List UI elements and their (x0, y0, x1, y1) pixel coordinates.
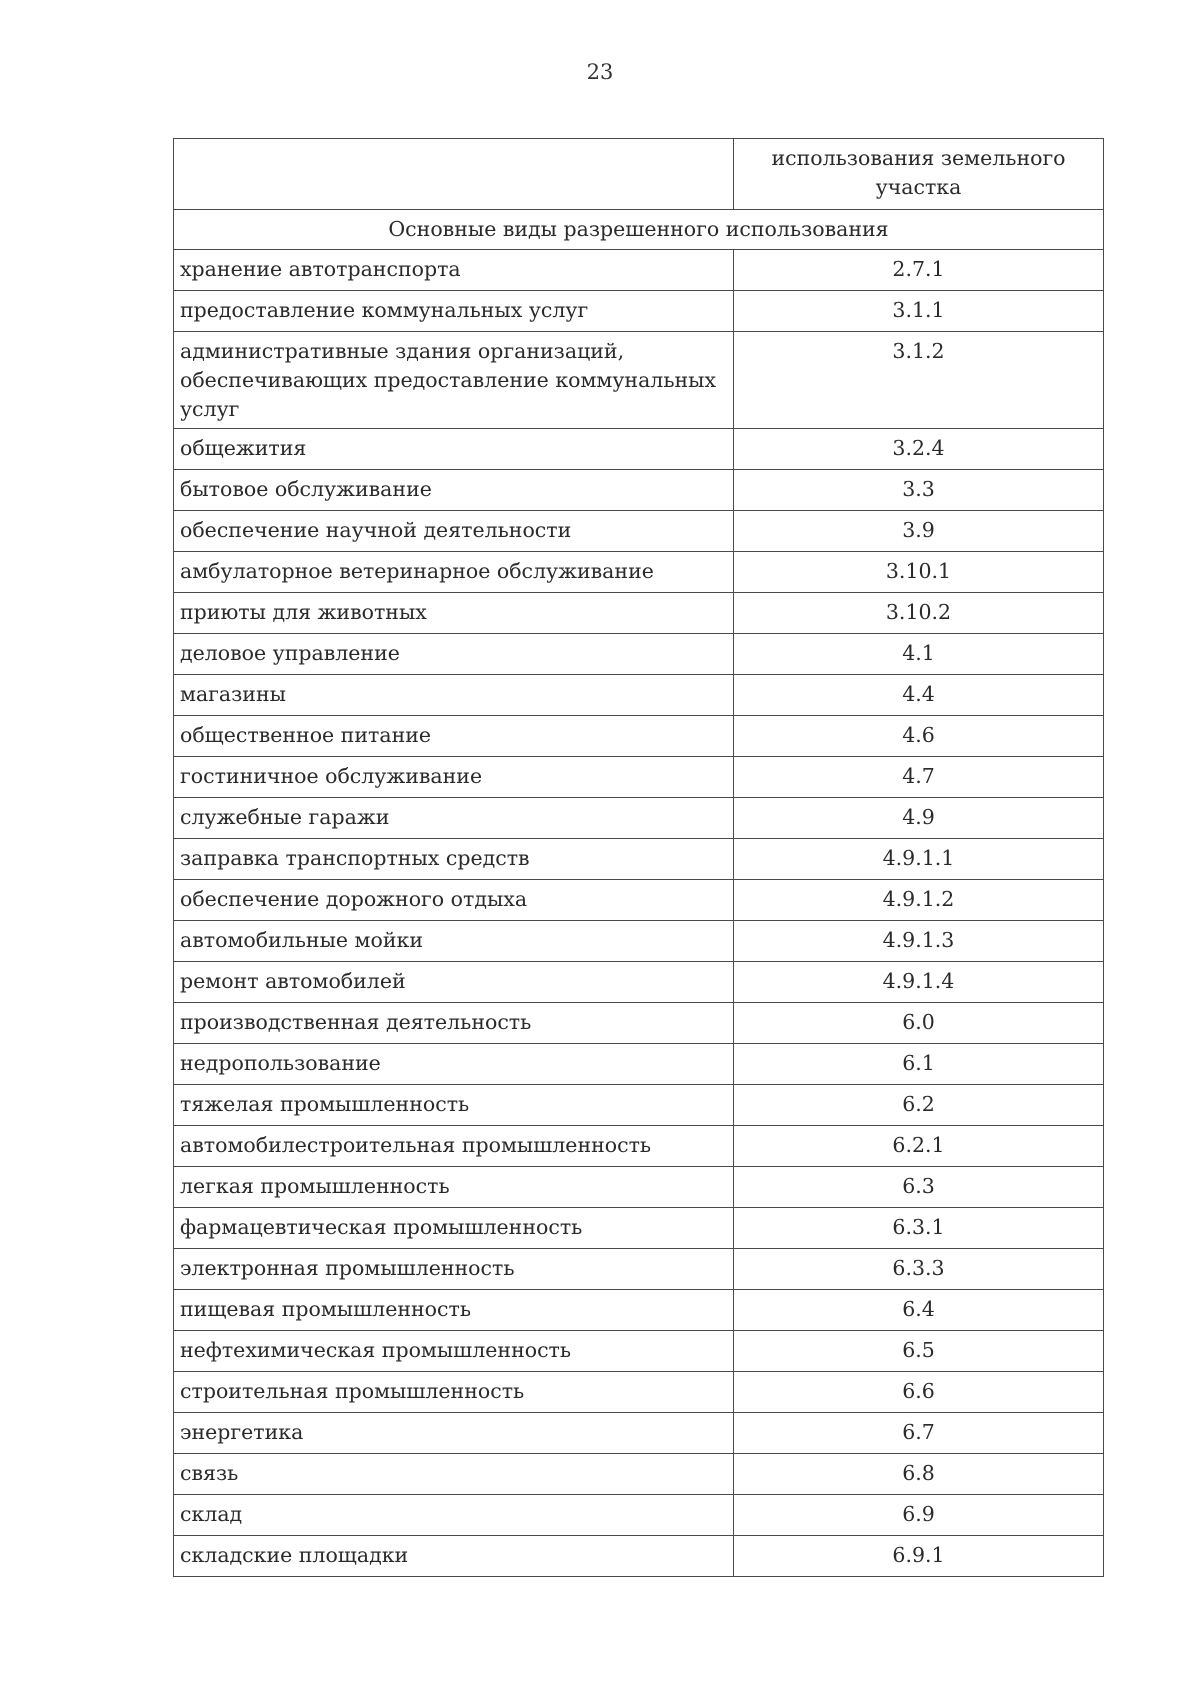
use-name-cell: гостиничное обслуживание (174, 757, 734, 798)
use-code-cell: 3.10.2 (734, 593, 1104, 634)
use-code-cell: 3.9 (734, 511, 1104, 552)
use-name-cell: производственная деятельность (174, 1003, 734, 1044)
use-name-cell: автомобильные мойки (174, 921, 734, 962)
page-number: 23 (586, 60, 614, 84)
use-code-cell: 6.8 (734, 1454, 1104, 1495)
header-left-cell (174, 139, 734, 210)
use-name-cell: общежития (174, 429, 734, 470)
header-code-cell: использования земельного участка (734, 139, 1104, 210)
use-name-cell: тяжелая промышленность (174, 1085, 734, 1126)
use-code-cell: 6.9 (734, 1495, 1104, 1536)
use-name-cell: нефтехимическая промышленность (174, 1331, 734, 1372)
use-name-cell: связь (174, 1454, 734, 1495)
section-row (174, 210, 1104, 250)
use-name-cell: складские площадки (174, 1536, 734, 1577)
use-name-cell: амбулаторное ветеринарное обслуживание (174, 552, 734, 593)
table-row (174, 716, 1104, 757)
use-name-cell: электронная промышленность (174, 1249, 734, 1290)
table-row (174, 880, 1104, 921)
table-row (174, 1208, 1104, 1249)
use-code-cell: 4.9.1.4 (734, 962, 1104, 1003)
use-code-cell: 4.1 (734, 634, 1104, 675)
table-row (174, 1372, 1104, 1413)
table-row (174, 1126, 1104, 1167)
use-code-cell: 4.7 (734, 757, 1104, 798)
use-name-cell: хранение автотранспорта (174, 250, 734, 291)
use-code-cell: 6.1 (734, 1044, 1104, 1085)
table-row (174, 1413, 1104, 1454)
use-code-cell: 4.6 (734, 716, 1104, 757)
table-row (174, 1331, 1104, 1372)
use-code-cell: 2.7.1 (734, 250, 1104, 291)
use-name-cell: общественное питание (174, 716, 734, 757)
use-code-cell: 4.9.1.3 (734, 921, 1104, 962)
use-name-cell: энергетика (174, 1413, 734, 1454)
table-row (174, 839, 1104, 880)
use-code-cell: 6.0 (734, 1003, 1104, 1044)
table-row (174, 1454, 1104, 1495)
table-row (174, 593, 1104, 634)
use-code-cell: 3.3 (734, 470, 1104, 511)
table-row (174, 1290, 1104, 1331)
section-title: Основные виды разрешенного использования (174, 210, 1104, 250)
use-name-cell: приюты для животных (174, 593, 734, 634)
table-row (174, 921, 1104, 962)
use-code-cell: 6.6 (734, 1372, 1104, 1413)
use-code-cell: 3.10.1 (734, 552, 1104, 593)
use-name-cell: магазины (174, 675, 734, 716)
table-row (174, 962, 1104, 1003)
use-code-cell: 6.2.1 (734, 1126, 1104, 1167)
use-name-cell: деловое управление (174, 634, 734, 675)
table-row (174, 429, 1104, 470)
use-name-cell: обеспечение дорожного отдыха (174, 880, 734, 921)
table-row (174, 1085, 1104, 1126)
use-name-cell: пищевая промышленность (174, 1290, 734, 1331)
use-code-cell: 3.1.1 (734, 291, 1104, 332)
use-name-cell: строительная промышленность (174, 1372, 734, 1413)
table-row (174, 675, 1104, 716)
table-row (174, 250, 1104, 291)
permitted-use-table (173, 138, 1104, 1577)
use-name-cell: склад (174, 1495, 734, 1536)
use-name-cell: недропользование (174, 1044, 734, 1085)
table-row (174, 1003, 1104, 1044)
table-body (174, 139, 1104, 1577)
use-code-cell: 6.5 (734, 1331, 1104, 1372)
use-code-cell: 6.9.1 (734, 1536, 1104, 1577)
table-row (174, 634, 1104, 675)
use-name-cell: фармацевтическая промышленность (174, 1208, 734, 1249)
use-code-cell: 6.3.1 (734, 1208, 1104, 1249)
use-name-cell: автомобилестроительная промышленность (174, 1126, 734, 1167)
table-row (174, 1044, 1104, 1085)
use-code-cell: 3.2.4 (734, 429, 1104, 470)
use-code-cell: 6.3.3 (734, 1249, 1104, 1290)
table-header-row (174, 139, 1104, 210)
table-row (174, 552, 1104, 593)
use-name-cell: служебные гаражи (174, 798, 734, 839)
table-row (174, 332, 1104, 429)
use-code-cell: 4.9 (734, 798, 1104, 839)
use-code-cell: 4.9.1.2 (734, 880, 1104, 921)
use-name-cell: заправка транспортных средств (174, 839, 734, 880)
table-row (174, 1167, 1104, 1208)
table-row (174, 1495, 1104, 1536)
use-name-cell: предоставление коммунальных услуг (174, 291, 734, 332)
use-code-cell: 4.4 (734, 675, 1104, 716)
table-row (174, 757, 1104, 798)
use-code-cell: 6.4 (734, 1290, 1104, 1331)
use-code-cell: 6.7 (734, 1413, 1104, 1454)
use-name-cell: бытовое обслуживание (174, 470, 734, 511)
use-code-cell: 3.1.2 (734, 332, 1104, 429)
table-row (174, 798, 1104, 839)
table-row (174, 1249, 1104, 1290)
table-row (174, 1536, 1104, 1577)
use-code-cell: 4.9.1.1 (734, 839, 1104, 880)
use-name-cell: легкая промышленность (174, 1167, 734, 1208)
use-code-cell: 6.2 (734, 1085, 1104, 1126)
table-row (174, 511, 1104, 552)
use-name-cell: обеспечение научной деятельности (174, 511, 734, 552)
use-code-cell: 6.3 (734, 1167, 1104, 1208)
table-row (174, 291, 1104, 332)
use-name-cell: административные здания организаций, обеспечивающих предоставление коммунальных услуг (174, 332, 734, 429)
use-name-cell: ремонт автомобилей (174, 962, 734, 1003)
table-row (174, 470, 1104, 511)
